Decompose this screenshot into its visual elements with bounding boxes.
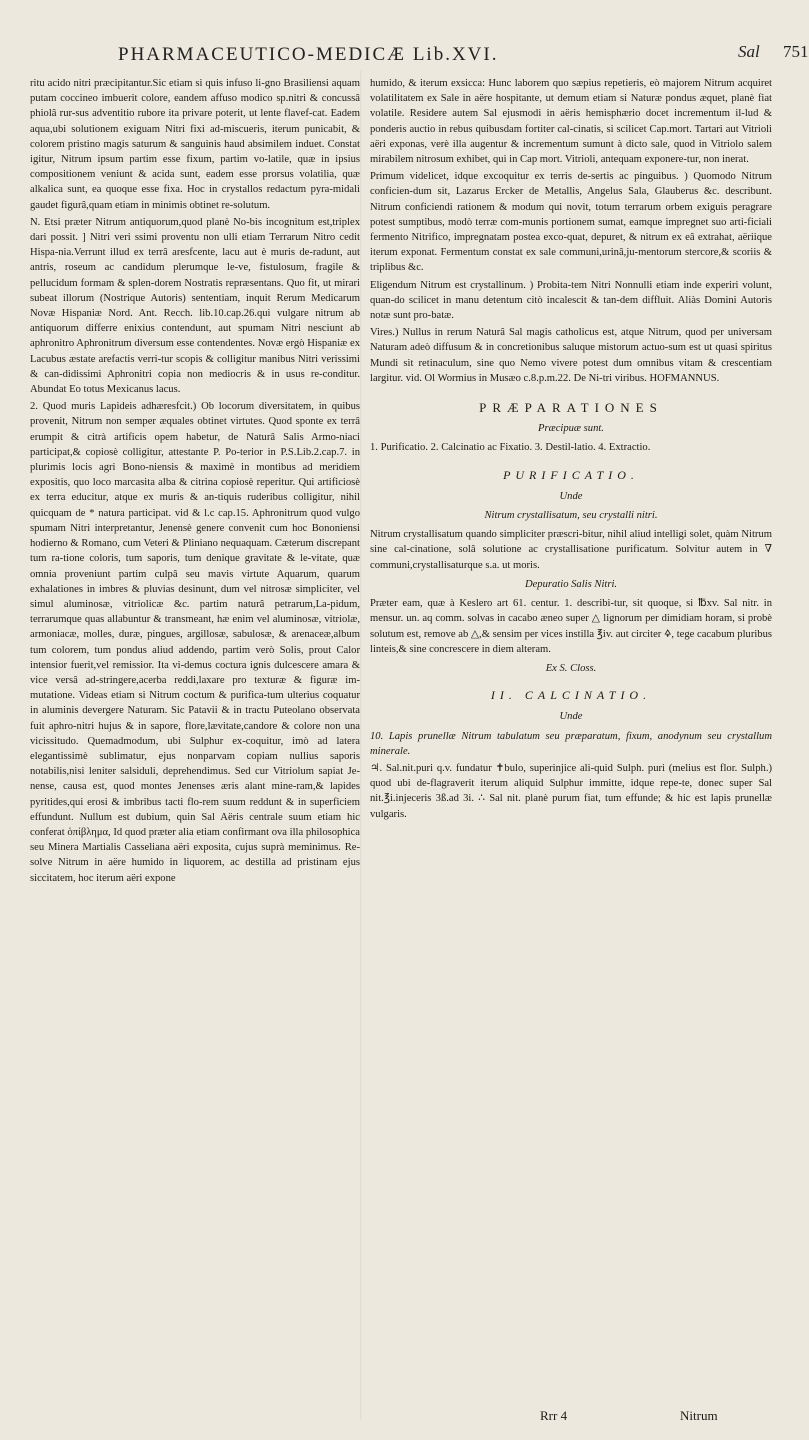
page-number: 751 xyxy=(783,42,809,61)
purificatio-text: Nitrum crystallisatum quando simpliciter præscri-bitur, nihil aliud intelligi solet, quàm Nitrum sine cal-cinatione, solâ solutione ac crystallisatione purificatum. Solvitur autem in ∇ communi,crystallisaturque s.a. ut moris. xyxy=(370,529,772,571)
purificatio-heading: PURIFICATIO. xyxy=(503,467,639,482)
right-paragraph-4: Vires.) Nullus in rerum Naturâ Sal magis catholicus est, atque Nitrum, quod per universam Naturam adeò diffusum & in concretionibus saluque mistorum actuo-sum est ut quasi spiritus Mundi sit retinaculum, sine quo Nemo vivere potest dum omnibus vitam & crescentiam largitur. vid. Ol Wormius in Musæo c.8.p.m.22. De Ni-tri viribus. HOFMANNUS. xyxy=(370,327,772,384)
source-reference: Ex S. Closs. xyxy=(545,662,597,674)
right-paragraph-1: humido, & iterum exsicca: Hunc laborem quo sæpius repetieris, eò majorem Nitrum acquiret volatilitatem ex Sale in aëre hospitante, ut demum etiam si Naturæ pondus æquet, planè fiat volatile. Residere autem Sal ejusmodi in aëris hemisphærio docet incrementum il-lud & ponderis auctio in rebus quibusdam fortiter cal-cinatis, si scilicet Cap.mort. Tartari aut Vitrioli aëri exponas, verè illa augentur & incrementum sumunt à dicto sale, quod in Vitriolo salem mirabilem nitrosum exhibet, qui in Cap mort. Vitrioli, antequam exponere-tur, non inerat. xyxy=(370,78,772,166)
depuratio-text: Præter eam, quæ à Keslero art 61. centur. 1. describi-tur, sit quoque, si ℔xv. Sal nitr. in mensur. un. aq comm. solvas in cacabo æneo super △ lignorum per dimidiam horam, si probè solutum est, remove ab △,& sensim per vices instilla ℥iv. aut circiter 🜍, tege cacabum pluribus linteis,& sine concrescere in diem alteram. xyxy=(370,598,773,655)
left-column xyxy=(30,76,360,1401)
header-title: PHARMACEUTICO-MEDICÆ Lib.XVI. xyxy=(118,44,499,65)
lapis-prunellae-heading: 10. Lapis prunellæ Nitrum tabulatum seu præparatum, fixum, anodynum seu crystallum minerale. xyxy=(370,730,772,757)
header-running-word: Sal xyxy=(738,42,760,61)
depuratio-heading: Depuratio Salis Nitri. xyxy=(524,578,618,590)
left-paragraph-3: 2. Quod muris Lapideis adhæresfcit.) Ob locorum diversitatem, in quibus provenit, Nitrum non semper æquales obtinet virtutes. Quod sponte ex terrâ erumpit & citrà artificis opem habetur, de Naturâ Salis Armo-niaci participat,& copiosè colligitur, attestante P. Po-terior in P.S.Lib.2.cap.7. in plurimis locis agri Bono-niensis & maximè in montibus ad meridiem expositis, quo loco marcasita alba & citrina copiosè reperitur. Qui artificiosè ex terra educitur, atque ex muris & an-tiquis ruderibus colligitur, nihil quicquam de * natura participat. vid & l.c cap.15. Aphronitrum quod vulgo spumam Nitri interpretantur, Jenensè genere convenit cum hoc Bononiensi hodierno & Romano, cum Veteri & Pliniano nequaquam. Cæterum discrepant tum ra-tione coloris, tum saporis, tum denique gravitate & le-vitate, quæ omnia proveniunt partim culpâ seu mavis virtute Aquarum, quarum exhalationes in imbres & pluvias desinunt, dum vel nitrosæ simpliciter, vel simul aluminosæ, vitriolicæ &c. partim naturâ petrarum,La-pidum, terrarumque quas allabuntur & transmeant, hæ enim vel aluminosæ, vitriolæ, armoniacæ, molles, duræ, pingues, argillosæ, sabulosæ, & arenaceæ,album tum colorem, tum pondus aliud addendo, partim verò Solis, prout Calor intensior fuerit,vel remissior. Ita vi-demus coctura ignis dulcescere amara & vice versâ ad-stringere,acerba reddi,laxare pro texturæ & figuræ im-mutatione. Videas etiam si Nitrum coctum & purifica-tum ulterius coquatur in aluminis devergere Naturam. Sic Patavii & in tractu Puteolano observata fuit aphro-nitri hujus & in sapore, flore,lævitate,candore & colore non una vicissitudo. Quemadmodum, ubi Sulphur ex-coquitur, imò ad latera elegantissimè sublimatur, ejus nonparvam copiam nullius saporis notabilis,nisi leniter salsiduli, deprehendimus. Sed cur Vitriolum sapiat Je-nense, causa est, quod montes Jenenses æris alant mine-ram,& lapides pyritides,qui erosi & imbribus tacti flo-rem suum reddunt & in superficiem effundunt. Nullum est dubium, quin Sal Aëris centrale suum etiam hic conferat ὁπίβλημα, Id quod præter alia etiam confirmant ova illa philosophica seu Minera Martialis Casseliana aëri exposita, cujus suprà meminimus. Re-solve Nitrum in aëre humido in liquorem, ac destilla ad pristinam ejus siccitatem, hoc iterum aëri expone xyxy=(30,401,360,884)
praeparationes-subheading: Præcipuæ sunt. xyxy=(538,423,604,435)
right-paragraph-2: Primum videlicet, idque excoquitur ex terris de-sertis ac pinguibus. ) Quomodo Nitrum conficien-dum sit, Lazarus Ercker de Metallis, Angelus Sala, Glauberus &c. describunt. Nitrum conficiendi rationem & modum qui novit, totum terrarum orbem exiguis peragrare potest sumptibus, modò terræ com-munis portionem sumat, eamque impregnet suo arti-ficiali fermento Nitrifico, impregnatam postea exco-quat, depuret, & nitrum ex eâ extrahat, aëriique iterum exponat. Fermentum constat ex sale communi,urinâ,ju-mentorum stercore,& scoriis & triplibus &c. xyxy=(370,171,772,274)
right-column xyxy=(370,76,772,1401)
catchword: Nitrum xyxy=(680,1408,718,1423)
calcinatio-heading: II. CALCINATIO. xyxy=(490,688,652,703)
right-paragraph-3: Eligendum Nitrum est crystallinum. ) Probita-tem Nitri Nonnulli etiam inde experiri volunt, quan-do scilicet in manu detentum citò incalescit & tan-dem diffluit. Aliàs Domini Autoris notæ sunt pro-batæ. xyxy=(370,279,772,322)
left-paragraph-1: ritu acido nitri præcipitantur.Sic etiam si quis infuso li-gno Brasiliensi aquam putam coccineo imbuerit colore, eandem affuso modico sp.nitri & concussâ phiolâ rur-sus adventitio rubore ita privare poterit, ut lente flavef-cat. Eadem aqua,ubi solutionem exiguam Nitri fixi ad-miscueris, iterum punicabit, & colorem pristino magis saturum & sanguinis haud absimilem induet. Constat igitur, Nitrum ipsum partim esse fixum, partim vo-latile, quæ in ipsius compositionem veniunt & acida sunt, eadem esse prorsus volatilia, quæ alkalica sunt, ea quoque esse fixa. Hoc in crystallos redactum pyra-midali gaudet figurâ,quam etiam in minimis obtinet re-solutum. xyxy=(30,78,360,211)
left-paragraph-2: N. Etsi præter Nitrum antiquorum,quod planè No-bis incognitum est,triplex dari possit. ] Nitri veri ssimi proventu non ulli etiam Terrarum Nitro cedit Hispa-nia.Verrunt illud ex terrâ aresfcente, lacu aut è muris de-radunt, aut antris, roseum ac candidum plerumque le-ve, fistulosum, fragile & pellucidum formam & splen-dorem Nostratis repræsentans. Quo fit, ut mirari subeat illorum (Nostrique Autoris) sententiam, inquit Rerum Medicarum Novæ Hispaniæ Nord. Ant. Recch. lib.10.cap.26.qui vulgare nitrum ab antiquorum differre enixius contendunt, aut spumam Nitri nesciunt ab aphronitro Aphronitrum diversum esse contendentes. Novæ ergò Hispaniæ ex Lacubus æstate arefactis verri-tur scopis & colligitur manibus Nitri verissimi & can-didissimi Aphronitri copia non mediocris & in usus re-conditur. Abundat Eo totus Mexicanus lacus. xyxy=(30,216,360,396)
unde-label-2: Unde xyxy=(559,711,583,723)
page-footer xyxy=(520,1408,780,1430)
signature-mark: Rrr 4 xyxy=(540,1408,568,1423)
gutter-shadow xyxy=(360,70,362,1420)
running-header xyxy=(118,42,809,74)
nitrum-crystallisatum-heading: Nitrum crystallisatum, seu crystalli nitri. xyxy=(484,510,658,522)
praeparationes-list: 1. Purificatio. 2. Calcinatio ac Fixatio. 3. Destil-latio. 4. Extractio. xyxy=(370,442,651,454)
unde-label: Unde xyxy=(559,490,583,502)
praeparationes-heading: PRÆPARATIONES xyxy=(479,400,663,416)
lapis-prunellae-text: ♃. Sal.nit.puri q.v. fundatur ✝bulo, superinjice ali-quid Sulph. puri (melius est flor. Sulph.) quod ubi de-flagraverit iterum aliquid Sulphur immitte, idque repe-te, donec super Sal nit.℥i.injeceris 3ß.ad 3i. ∴ Sal nit. planè purum fiat, tum effunde; & hic est lapis prunellæ vulgaris. xyxy=(370,762,772,820)
